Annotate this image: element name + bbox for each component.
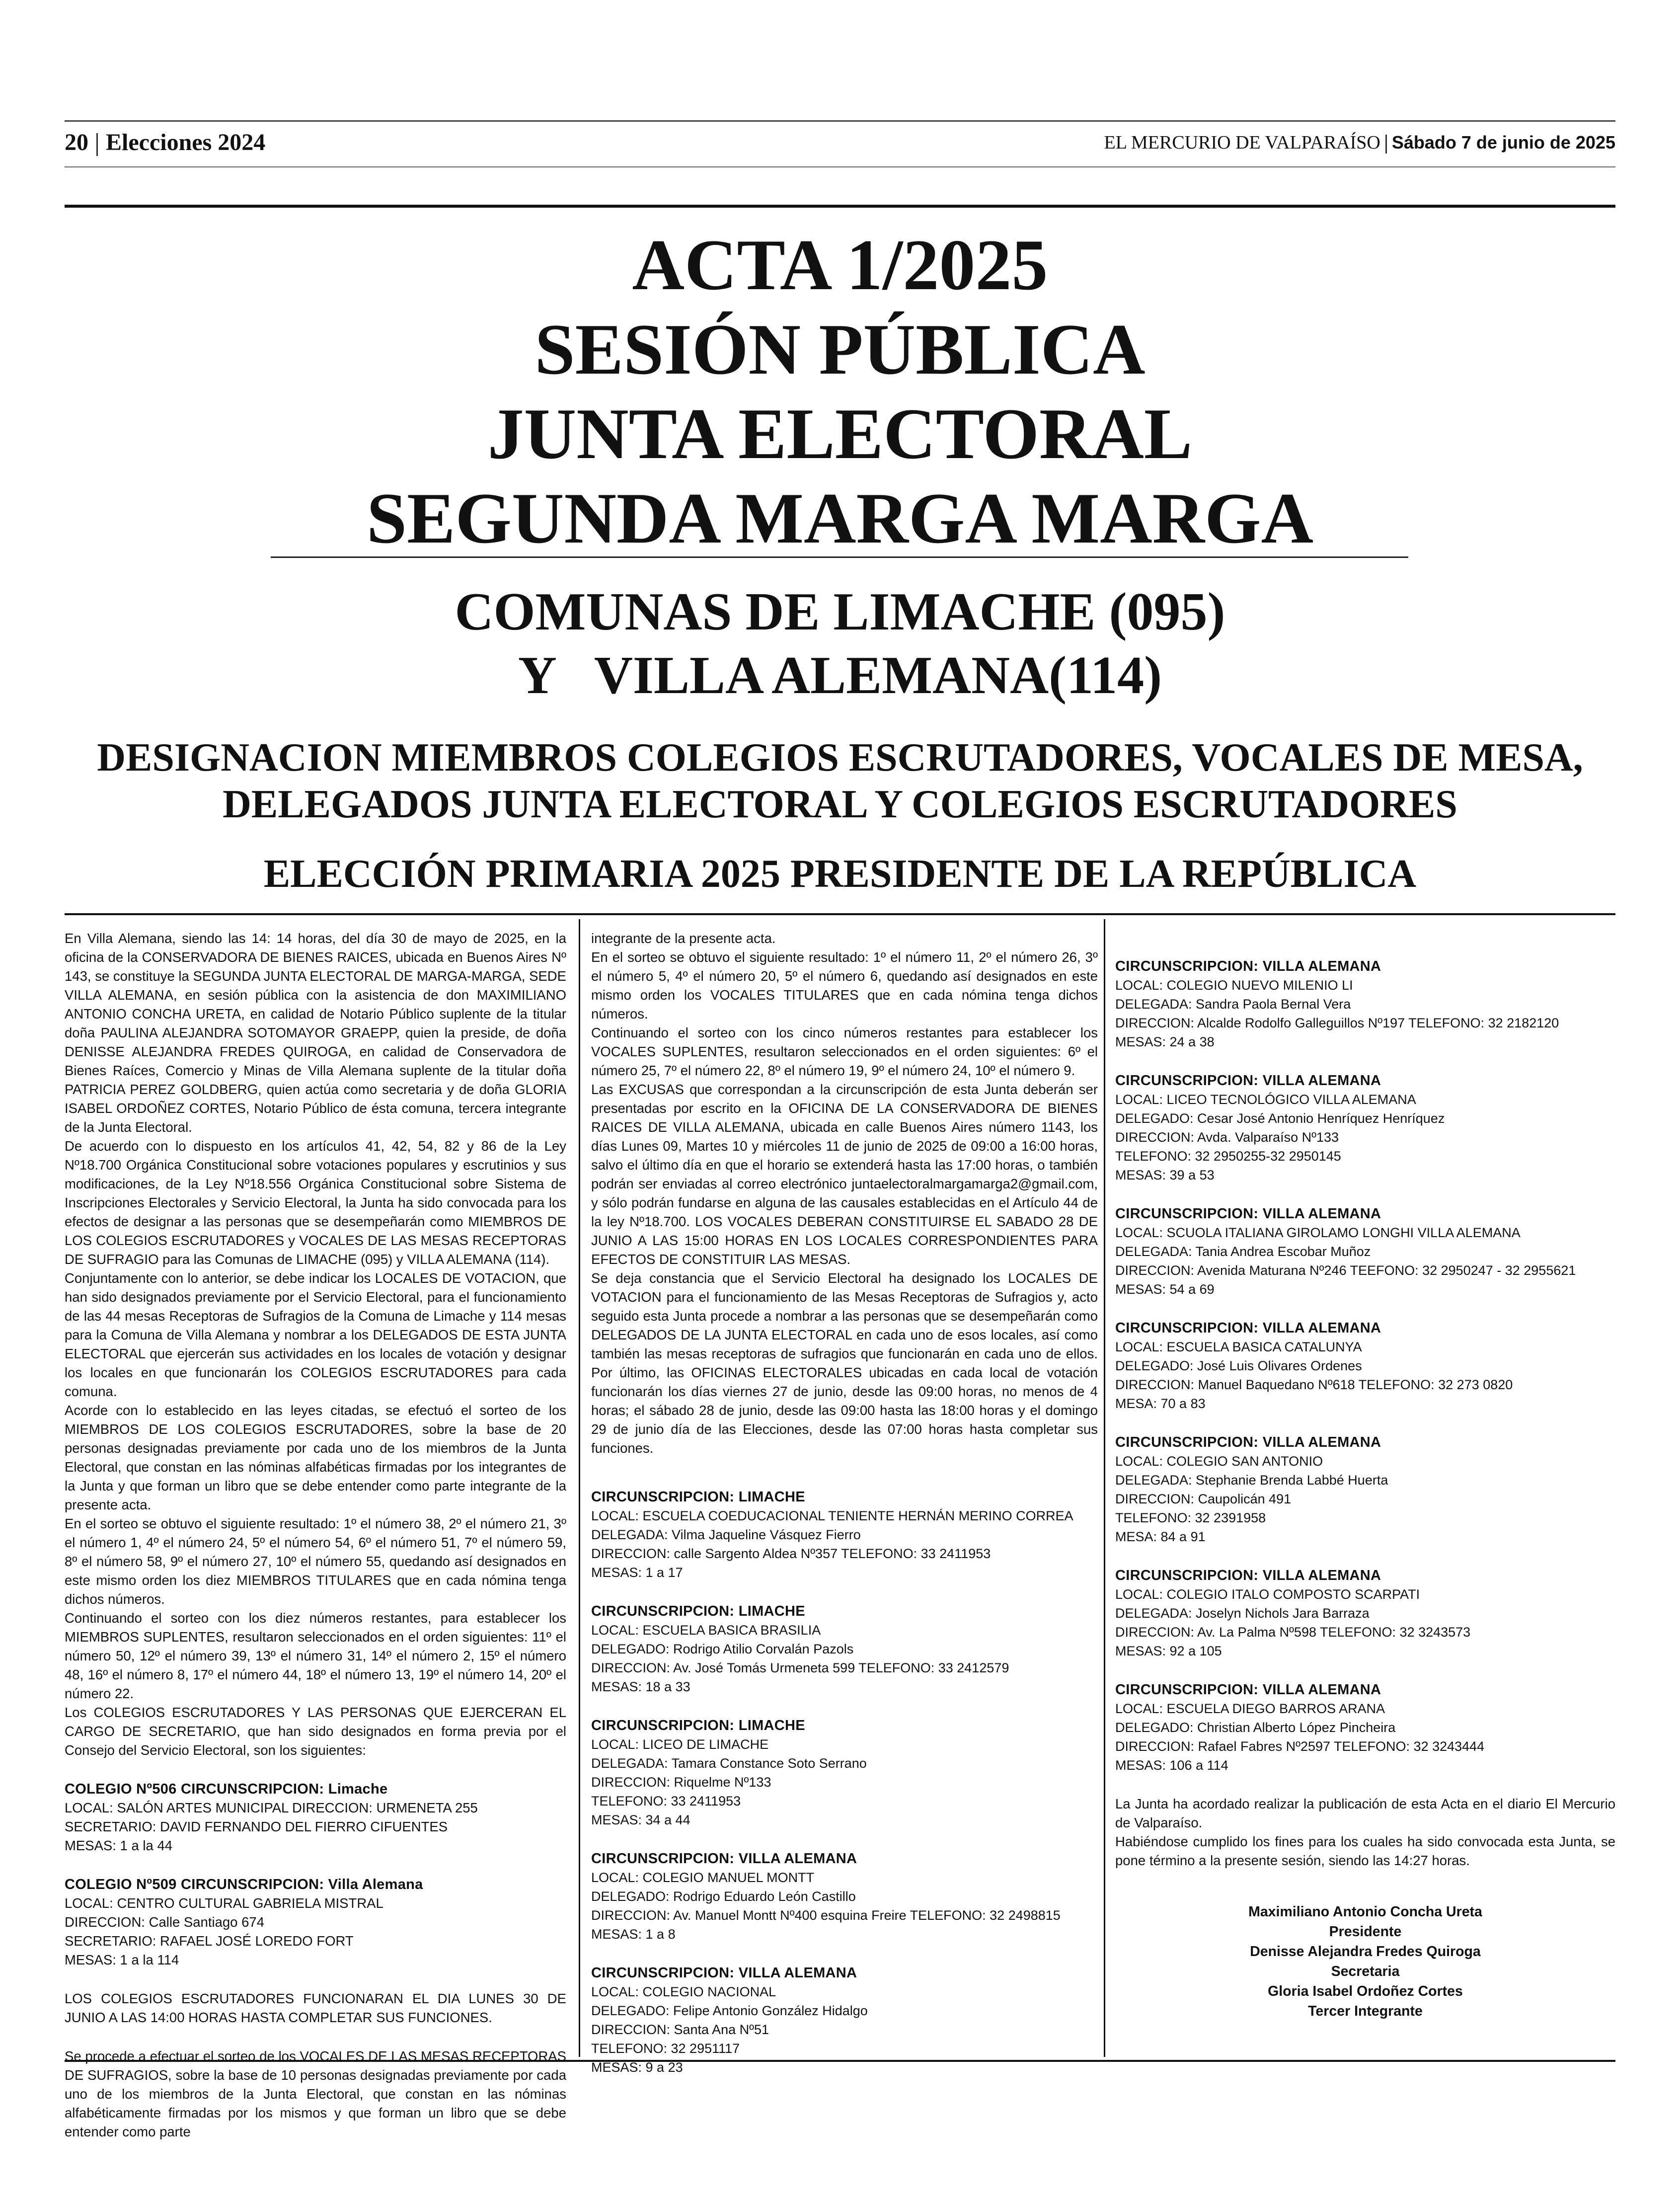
local-line: LOCAL: ESCUELA DIEGO BARROS ARANA: [1115, 1701, 1385, 1716]
paragraph: Se deja constancia que el Servicio Electoral ha designado los LOCALES DE VOTACION para el funcionamiento de las Mesas Receptoras de Sufragios y, acto seguido esta Junta procede a nombrar a las personas que se desempeñarán como DELEGADOS DE LA JUNTA ELECTORAL en cada uno de esos locales, así como también las mesas receptoras de sufragios que funcionarán en cada uno de ellos. Por último, las OFICINAS ELECTORALES ubicadas en cada local de votación funcionarán los días viernes 27 de junio, desde las 09:00 horas, no menos de 4 horas; el sábado 28 de junio, desde las 09:00 hasta las 18:00 horas y el domingo 29 de junio día de las Elecciones, desde las 07:00 horas hasta completar sus funciones.: [591, 1270, 1098, 1456]
circunscripcion-block: [1115, 1204, 1615, 1299]
mesas-line: MESAS: 18 a 33: [591, 1679, 690, 1694]
colegio-mesas: MESAS: 1 a la 44: [65, 1838, 173, 1853]
eleccion-title: ELECCIÓN PRIMARIA 2025 PRESIDENTE DE LA REPÚBLICA: [263, 852, 1417, 896]
colegio-secretario: SECRETARIO: RAFAEL JOSÉ LOREDO FORT: [65, 1933, 354, 1949]
circunscripcion-heading: CIRCUNSCRIPCION: VILLA ALEMANA: [591, 1851, 857, 1867]
signature-name-secretaria: Denisse Alejandra Fredes Quiroga: [1250, 1944, 1481, 1960]
mesas-line: MESAS: 1 a 8: [591, 1927, 676, 1942]
circunscripcion-heading: CIRCUNSCRIPCION: LIMACHE: [591, 1489, 805, 1505]
paragraph: Conjuntamente con lo anterior, se debe indicar los LOCALES DE VOTACION, que han sido designados previamente por el Servicio Electoral, para el funcionamiento de las 44 mesas Receptoras de Sufragios de la Comuna de Limache y 114 mesas para la Comuna de Villa Alemana y nombrar a los DELEGADOS DE ESTA JUNTA ELECTORAL que ejercerán sus actividades en los locales de votación y designar los locales en que funcionarán los COLEGIOS ESCRUTADORES para cada comuna.: [65, 1270, 566, 1399]
delegado-line: DELEGADA: Vilma Jaqueline Vásquez Fierro: [591, 1527, 861, 1542]
direccion-line: DIRECCION: Manuel Baquedano Nº618 TELEFONO: 32 273 0820: [1115, 1377, 1513, 1392]
comunas-title: [65, 580, 1615, 707]
page-header: [65, 120, 1615, 156]
delegado-line: DELEGADO: Rodrigo Eduardo León Castillo: [591, 1889, 856, 1904]
title-line-1: ACTA 1/2025: [632, 225, 1048, 305]
direccion-line: DIRECCION: Avda. Valparaíso Nº133: [1115, 1130, 1339, 1145]
colegio-block: [65, 1780, 566, 1855]
comunas-line-2: Y VILLA ALEMANA(114): [518, 646, 1162, 705]
local-line: LOCAL: COLEGIO SAN ANTONIO: [1115, 1454, 1323, 1469]
colegio-block: [65, 1875, 566, 1969]
spacer: [591, 1458, 1098, 1488]
delegado-line: DELEGADA: Tamara Constance Soto Serrano: [591, 1756, 867, 1771]
direccion-line: DIRECCION: Av. Manuel Montt Nº400 esquina Freire TELEFONO: 32 2498815: [591, 1908, 1061, 1923]
circunscripcion-block: [1115, 1680, 1615, 1775]
colegio-heading: COLEGIO Nº506 CIRCUNSCRIPCION: Limache: [65, 1781, 388, 1797]
colegio-secretario: SECRETARIO: DAVID FERNANDO DEL FIERRO CIFUENTES: [65, 1819, 448, 1834]
mesas-line: MESA: 84 a 91: [1115, 1529, 1206, 1544]
title-line-3: JUNTA ELECTORAL: [487, 393, 1193, 474]
telefono-line: TELEFONO: 33 2411953: [591, 1794, 741, 1808]
newspaper-name: EL MERCURIO DE VALPARAÍSO: [1104, 132, 1380, 153]
circunscripcion-heading: CIRCUNSCRIPCION: VILLA ALEMANA: [1115, 1320, 1381, 1336]
direccion-line: DIRECCION: calle Sargento Aldea Nº357 TELEFONO: 33 2411953: [591, 1546, 991, 1561]
delegado-line: DELEGADA: Sandra Paola Bernal Vera: [1115, 997, 1351, 1012]
direccion-line: DIRECCION: Riquelme Nº133: [591, 1775, 771, 1790]
designacion-line-1: DESIGNACION MIEMBROS COLEGIOS ESCRUTADORES, VOCALES DE MESA,: [97, 736, 1583, 780]
section-name: Elecciones 2024: [106, 129, 266, 156]
circunscripcion-block: [1115, 1319, 1615, 1413]
columns-top-rule: [65, 913, 1615, 915]
page-header-left: [65, 129, 265, 156]
signature-role-presidente: Presidente: [1329, 1924, 1402, 1940]
colegio-direccion: DIRECCION: Calle Santiago 674: [65, 1914, 264, 1930]
title-top-rule: [65, 205, 1615, 208]
spacer: [65, 2027, 566, 2047]
direccion-line: DIRECCION: Rafael Fabres Nº2597 TELEFONO: 32 3243444: [1115, 1739, 1485, 1754]
mesas-line: MESAS: 34 a 44: [591, 1812, 690, 1827]
paragraph: La Junta ha acordado realizar la publicación de esta Acta en el diario El Mercurio de Valparaíso.: [1115, 1796, 1615, 1830]
signature-role-secretaria: Secretaria: [1331, 1964, 1400, 1979]
mesas-line: MESAS: 1 a 17: [591, 1565, 683, 1580]
local-line: LOCAL: COLEGIO MANUEL MONTT: [591, 1870, 815, 1885]
telefono-line: TELEFONO: 32 2951117: [591, 2041, 740, 2056]
paragraph: Los COLEGIOS ESCRUTADORES Y LAS PERSONAS QUE EJERCERAN EL CARGO DE SECRETARIO, que han sido designados en forma previa por el Consejo del Servicio Electoral, son los siguientes:: [65, 1705, 566, 1758]
page-number: 20: [65, 129, 88, 156]
circunscripcion-block: [1115, 1071, 1615, 1184]
local-line: LOCAL: COLEGIO NACIONAL: [591, 1984, 776, 1999]
local-line: LOCAL: COLEGIO ITALO COMPOSTO SCARPATI: [1115, 1587, 1420, 1602]
mesas-line: MESAS: 24 a 38: [1115, 1034, 1215, 1049]
telefono-line: TELEFONO: 32 2391958: [1115, 1510, 1266, 1525]
local-line: LOCAL: LICEO DE LIMACHE: [591, 1737, 769, 1752]
signature-role-tercer: Tercer Integrante: [1308, 2003, 1423, 2019]
colegio-local: LOCAL: CENTRO CULTURAL GABRIELA MISTRAL: [65, 1895, 383, 1911]
paragraph: Continuando el sorteo con los cinco números restantes para establecer los VOCALES SUPLENTES, resultaron seleccionados en el orden siguientes: 6º el número 25, 7º el número 22, 8º el número 19, 9º el número 24, 10º el número 9.: [591, 1025, 1098, 1078]
header-rule: [65, 166, 1615, 167]
colegio-heading: COLEGIO Nº509 CIRCUNSCRIPCION: Villa Alemana: [65, 1877, 423, 1892]
circunscripcion-heading: CIRCUNSCRIPCION: LIMACHE: [591, 1718, 805, 1733]
mesas-line: MESAS: 54 a 69: [1115, 1282, 1215, 1297]
title-line-4: SEGUNDA MARGA MARGA: [366, 478, 1314, 558]
circunscripcion-block: [591, 1602, 1098, 1696]
circunscripcion-block: [1115, 957, 1615, 1051]
local-line: LOCAL: ESCUELA COEDUCACIONAL TENIENTE HERNÁN MERINO CORREA: [591, 1508, 1073, 1523]
delegado-line: DELEGADA: Stephanie Brenda Labbé Huerta: [1115, 1473, 1388, 1488]
spacer: [1115, 929, 1615, 957]
mesas-line: MESAS: 106 a 114: [1115, 1758, 1228, 1773]
column-divider-2: [1104, 919, 1105, 2057]
column-2: [591, 929, 1098, 2097]
main-title: [65, 223, 1615, 560]
delegado-line: DELEGADO: Rodrigo Atilio Corvalán Pazols: [591, 1642, 854, 1656]
circunscripcion-heading: CIRCUNSCRIPCION: VILLA ALEMANA: [1115, 1682, 1381, 1698]
title-line-2: SESIÓN PÚBLICA: [535, 309, 1145, 390]
signatures: [1115, 1902, 1615, 2021]
mesas-line: MESAS: 9 a 23: [591, 2060, 683, 2075]
signature-name-presidente: Maximiliano Antonio Concha Ureta: [1248, 1904, 1482, 1920]
header-divider: [96, 133, 98, 156]
delegado-line: DELEGADA: Joselyn Nichols Jara Barraza: [1115, 1606, 1370, 1621]
delegado-line: DELEGADO: Christian Alberto López Pincheira: [1115, 1720, 1396, 1735]
circunscripcion-heading: CIRCUNSCRIPCION: VILLA ALEMANA: [1115, 1568, 1381, 1583]
paragraph: LOS COLEGIOS ESCRUTADORES FUNCIONARAN EL DIA LUNES 30 DE JUNIO A LAS 14:00 HORAS HASTA COMPLETAR SUS FUNCIONES.: [65, 1991, 566, 2025]
paragraph: Habiéndose cumplido los fines para los cuales ha sido convocada esta Junta, se pone término a la presente sesión, siendo las 14:27 horas.: [1115, 1834, 1615, 1868]
circunscripcion-block: [591, 1849, 1098, 1944]
direccion-line: DIRECCION: Caupolicán 491: [1115, 1492, 1292, 1506]
paragraph: En el sorteo se obtuvo el siguiente resultado: 1º el número 11, 2º el número 26, 3º el número 5, 4º el número 20, 5º el número 6, quedando así designados en este mismo orden los VOCALES TITULARES que en cada nómina tenga dichos números.: [591, 949, 1098, 1021]
local-line: LOCAL: COLEGIO NUEVO MILENIO LI: [1115, 978, 1353, 993]
local-line: LOCAL: ESCUELA BASICA BRASILIA: [591, 1623, 821, 1638]
local-line: LOCAL: LICEO TECNOLÓGICO VILLA ALEMANA: [1115, 1092, 1416, 1107]
delegado-line: DELEGADO: Cesar José Antonio Henríquez Henríquez: [1115, 1111, 1445, 1126]
telefono-line: TELEFONO: 32 2950255-32 2950145: [1115, 1149, 1341, 1164]
direccion-line: DIRECCION: Alcalde Rodolfo Galleguillos Nº197 TELEFONO: 32 2182120: [1115, 1016, 1559, 1030]
circunscripcion-heading: CIRCUNSCRIPCION: VILLA ALEMANA: [1115, 1073, 1381, 1089]
local-line: LOCAL: SCUOLA ITALIANA GIROLAMO LONGHI VILLA ALEMANA: [1115, 1225, 1521, 1240]
paragraph: En el sorteo se obtuvo el siguiente resultado: 1º el número 38, 2º el número 21, 3º el número 1, 4º el número 24, 5º el número 54, 6º el número 51, 7º el número 59, 8º el número 58, 9º el número 27, 10º el número 55, quedando así designados en este mismo orden los diez MIEMBROS TITULARES que en cada nómina tenga dichos números.: [65, 1516, 566, 1607]
column-3: [1115, 929, 1615, 2021]
publication-date: Sábado 7 de junio de 2025: [1391, 132, 1615, 153]
column-1: [65, 929, 566, 2141]
circunscripcion-heading: CIRCUNSCRIPCION: VILLA ALEMANA: [591, 1965, 857, 1981]
mesas-line: MESA: 70 a 83: [1115, 1396, 1206, 1411]
paragraph: De acuerdo con lo dispuesto en los artículos 41, 42, 54, 82 y 86 de la Ley Nº18.700 Orgánica Constitucional sobre votaciones populares y escrutinios y sus modificaciones, de la Ley Nº18.556 Orgánica Constitucional sobre Sistema de Inscripciones Electorales y Servicio Electoral, la Junta ha sido convocada para los efectos de designar a las personas que se desempeñarán como MIEMBROS DE LOS COLEGIOS ESCRUTADORES y VOCALES DE LAS MESAS RECEPTORAS DE SUFRAGIO para las Comunas de LIMACHE (095) y VILLA ALEMANA (114).: [65, 1138, 566, 1267]
paragraph: Las EXCUSAS que correspondan a la circunscripción de esta Junta deberán ser presentadas por escrito en la OFICINA DE LA CONSERVADORA DE BIENES RAICES DE VILLA ALEMANA, ubicada en calle Buenos Aires número 1143, los días Lunes 09, Martes 10 y miércoles 11 de junio de 2025 de 09:00 a 16:00 horas, salvo el último día en que el horario se extenderá hasta las 17:00 horas, o también podrán ser enviadas al correo electrónico juntaelectoralmargamarga2@gmail.com, y sólo podrán fundarse en alguna de las causales establecidas en el Artículo 44 de la ley Nº18.700. LOS VOCALES DEBERAN CONSTITUIRSE EL SABADO 28 DE JUNIO A LAS 15:00 HORAS EN LOS LOCALES CORRESPONDIENTES PARA EFECTOS DE CONSTITUIR LAS MESAS.: [591, 1082, 1098, 1267]
delegado-line: DELEGADO: José Luis Olivares Ordenes: [1115, 1358, 1362, 1373]
colegio-local: LOCAL: SALÓN ARTES MUNICIPAL DIRECCION: URMENETA 255: [65, 1800, 478, 1815]
circunscripcion-heading: CIRCUNSCRIPCION: VILLA ALEMANA: [1115, 1206, 1381, 1222]
circunscripcion-block: [1115, 1433, 1615, 1546]
designacion-title: [65, 734, 1615, 828]
header-divider-right: [1385, 135, 1387, 154]
circunscripcion-heading: CIRCUNSCRIPCION: VILLA ALEMANA: [1115, 958, 1381, 974]
paragraph: integrante de la presente acta.: [591, 931, 776, 946]
paragraph: Se procede a efectuar el sorteo de los VOCALES DE LAS MESAS RECEPTORAS DE SUFRAGIOS, sobre la base de 10 personas designadas previamente por cada uno de los miembros de la Junta Electoral, que constan en las nóminas alfabéticamente firmadas por los mismos y que forman un libro que se debe entender como parte: [65, 2048, 566, 2139]
paragraph: En Villa Alemana, siendo las 14: 14 horas, del día 30 de mayo de 2025, en la oficina de la CONSERVADORA DE BIENES RAICES, ubicada en Buenos Aires Nº 143, se constituye la SEGUNDA JUNTA ELECTORAL DE MARGA-MARGA, SEDE VILLA ALEMANA, en sesión pública con la asistencia de don MAXIMILIANO ANTONIO CONCHA URETA, en calidad de Notario Público suplente de la titular doña PAULINA ALEJANDRA SOTOMAYOR GRAEPP, quien la preside, de doña DENISSE ALEJANDRA FREDES QUIROGA, en calidad de Conservadora de Bienes Raíces, Comercio y Minas de Villa Alemana suplente de la titular doña PATRICIA PEREZ GOLDBERG, quien actúa como secretaria y de doña GLORIA ISABEL ORDOÑEZ CORTES, Notario Público de ésta comuna, tercera integrante de la Junta Electoral.: [65, 931, 566, 1135]
circunscripcion-heading: CIRCUNSCRIPCION: VILLA ALEMANA: [1115, 1434, 1381, 1450]
page-header-right: [1104, 132, 1615, 154]
local-line: LOCAL: ESCUELA BASICA CATALUNYA: [1115, 1339, 1362, 1354]
column-divider-1: [579, 919, 580, 2057]
circunscripcion-block: [591, 1716, 1098, 1829]
direccion-line: DIRECCION: Avenida Maturana Nº246 TEEFONO: 32 2950247 - 32 2955621: [1115, 1263, 1576, 1278]
signature-name-tercer: Gloria Isabel Ordoñez Cortes: [1268, 1983, 1463, 1999]
title-divider-rule: [271, 556, 1408, 558]
paragraph: Continuando el sorteo con los diez números restantes, para establecer los MIEMBROS SUPLENTES, resultaron seleccionados en el orden siguientes: 11º el número 50, 12º el número 39, 13º el número 31, 14º el número 2, 15º el número 48, 16º el número 8, 17º el número 44, 18º el número 13, 19º el número 14, 20º el número 22.: [65, 1610, 566, 1701]
delegado-line: DELEGADA: Tania Andrea Escobar Muñoz: [1115, 1244, 1371, 1259]
direccion-line: DIRECCION: Santa Ana Nº51: [591, 2022, 769, 2037]
delegado-line: DELEGADO: Felipe Antonio González Hidalgo: [591, 2003, 868, 2018]
colegio-mesas: MESAS: 1 a la 114: [65, 1952, 179, 1967]
circunscripcion-heading: CIRCUNSCRIPCION: LIMACHE: [591, 1603, 805, 1619]
designacion-line-2: DELEGADOS JUNTA ELECTORAL Y COLEGIOS ESCRUTADORES: [223, 783, 1457, 826]
bottom-rule: [65, 2060, 1615, 2062]
circunscripcion-block: [1115, 1566, 1615, 1660]
mesas-line: MESAS: 39 a 53: [1115, 1168, 1215, 1182]
paragraph: Acorde con lo establecido en las leyes citadas, se efectuó el sorteo de los MIEMBROS DE LOS COLEGIOS ESCRUTADORES, sobre la base de 20 personas designadas previamente por cada uno de los miembros de la Junta Electoral, que constan en las nóminas alfabéticas firmadas por los integrantes de la Junta y que forman un libro que se debe entender como parte integrante de la presente acta.: [65, 1403, 566, 1512]
direccion-line: DIRECCION: Av. José Tomás Urmeneta 599 TELEFONO: 33 2412579: [591, 1660, 1009, 1675]
direccion-line: DIRECCION: Av. La Palma Nº598 TELEFONO: 32 3243573: [1115, 1625, 1471, 1640]
comunas-line-1: COMUNAS DE LIMACHE (095): [455, 582, 1225, 641]
spacer: [65, 1760, 566, 1780]
mesas-line: MESAS: 92 a 105: [1115, 1644, 1222, 1658]
circunscripcion-block: [591, 1488, 1098, 1582]
